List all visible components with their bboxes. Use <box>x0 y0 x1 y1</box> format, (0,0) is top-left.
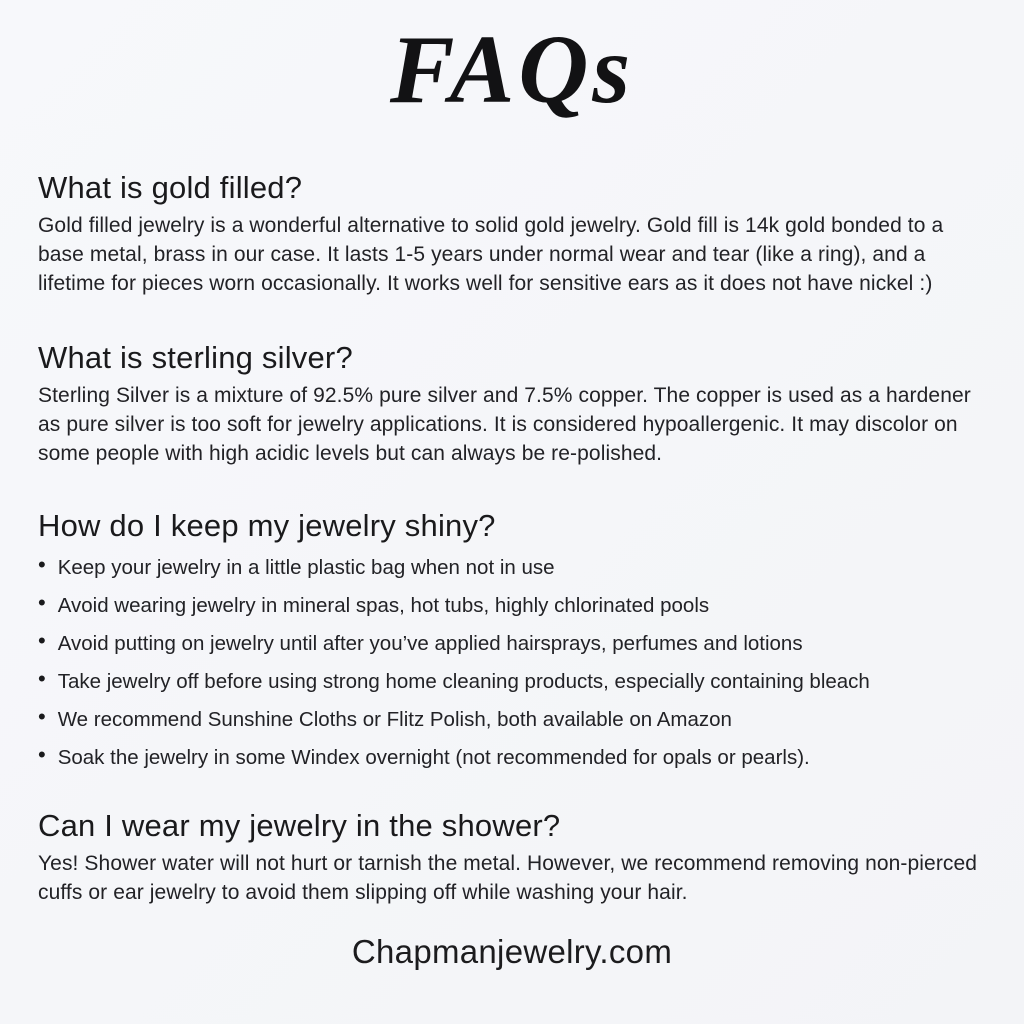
list-item <box>38 741 986 772</box>
section-heading: Can I wear my jewelry in the shower? <box>38 807 561 843</box>
list-item-text: Keep your jewelry in a little plastic bag when not in use <box>57 555 555 579</box>
section-keep-shiny <box>38 508 986 772</box>
bullet-icon: • <box>38 551 46 577</box>
faq-content <box>0 170 1024 971</box>
list-item-text: Take jewelry off before using strong home cleaning products, especially containing bleach <box>57 669 870 693</box>
bullet-icon: • <box>38 627 46 653</box>
bullet-icon: • <box>38 741 46 767</box>
section-heading: What is gold filled? <box>38 169 303 205</box>
list-item-text: Avoid wearing jewelry in mineral spas, hot tubs, highly chlorinated pools <box>57 593 710 617</box>
list-item <box>38 589 986 620</box>
list-item <box>38 703 986 734</box>
section-gold-filled <box>38 170 986 298</box>
section-body: Sterling Silver is a mixture of 92.5% pure silver and 7.5% copper. The copper is used as a hardener as pure silver is too soft for jewelry applications. It is considered hypoallergenic. It may discolor on some people with high acidic levels but can always be re-polished. <box>38 383 971 465</box>
website-url: Chapmanjewelry.com <box>351 932 673 970</box>
bullet-icon: • <box>38 665 46 691</box>
list-item <box>38 627 986 658</box>
section-heading: What is sterling silver? <box>38 339 353 375</box>
page-title: FAQs <box>389 16 635 123</box>
bullet-icon: • <box>38 589 46 615</box>
section-heading: How do I keep my jewelry shiny? <box>38 507 496 543</box>
list-item <box>38 551 986 582</box>
section-body: Yes! Shower water will not hurt or tarnish the metal. However, we recommend removing non-pierced cuffs or ear jewelry to avoid them slipping off while washing your hair. <box>38 851 978 904</box>
list-item-text: We recommend Sunshine Cloths or Flitz Polish, both available on Amazon <box>57 707 732 731</box>
section-shower <box>38 808 986 907</box>
list-item <box>38 665 986 696</box>
section-body: Gold filled jewelry is a wonderful alternative to solid gold jewelry. Gold fill is 14k gold bonded to a base metal, brass in our case. It lasts 1-5 years under normal wear and tear (like a ring), and a lifetime for pieces worn occasionally. It works well for sensitive ears as it does not have nickel :) <box>38 213 944 295</box>
bullet-icon: • <box>38 703 46 729</box>
list-item-text: Avoid putting on jewelry until after you’ve applied hairsprays, perfumes and lotions <box>57 631 803 655</box>
section-sterling-silver <box>38 340 986 468</box>
list-item-text: Soak the jewelry in some Windex overnight (not recommended for opals or pearls). <box>57 745 810 769</box>
tips-list <box>38 551 986 772</box>
